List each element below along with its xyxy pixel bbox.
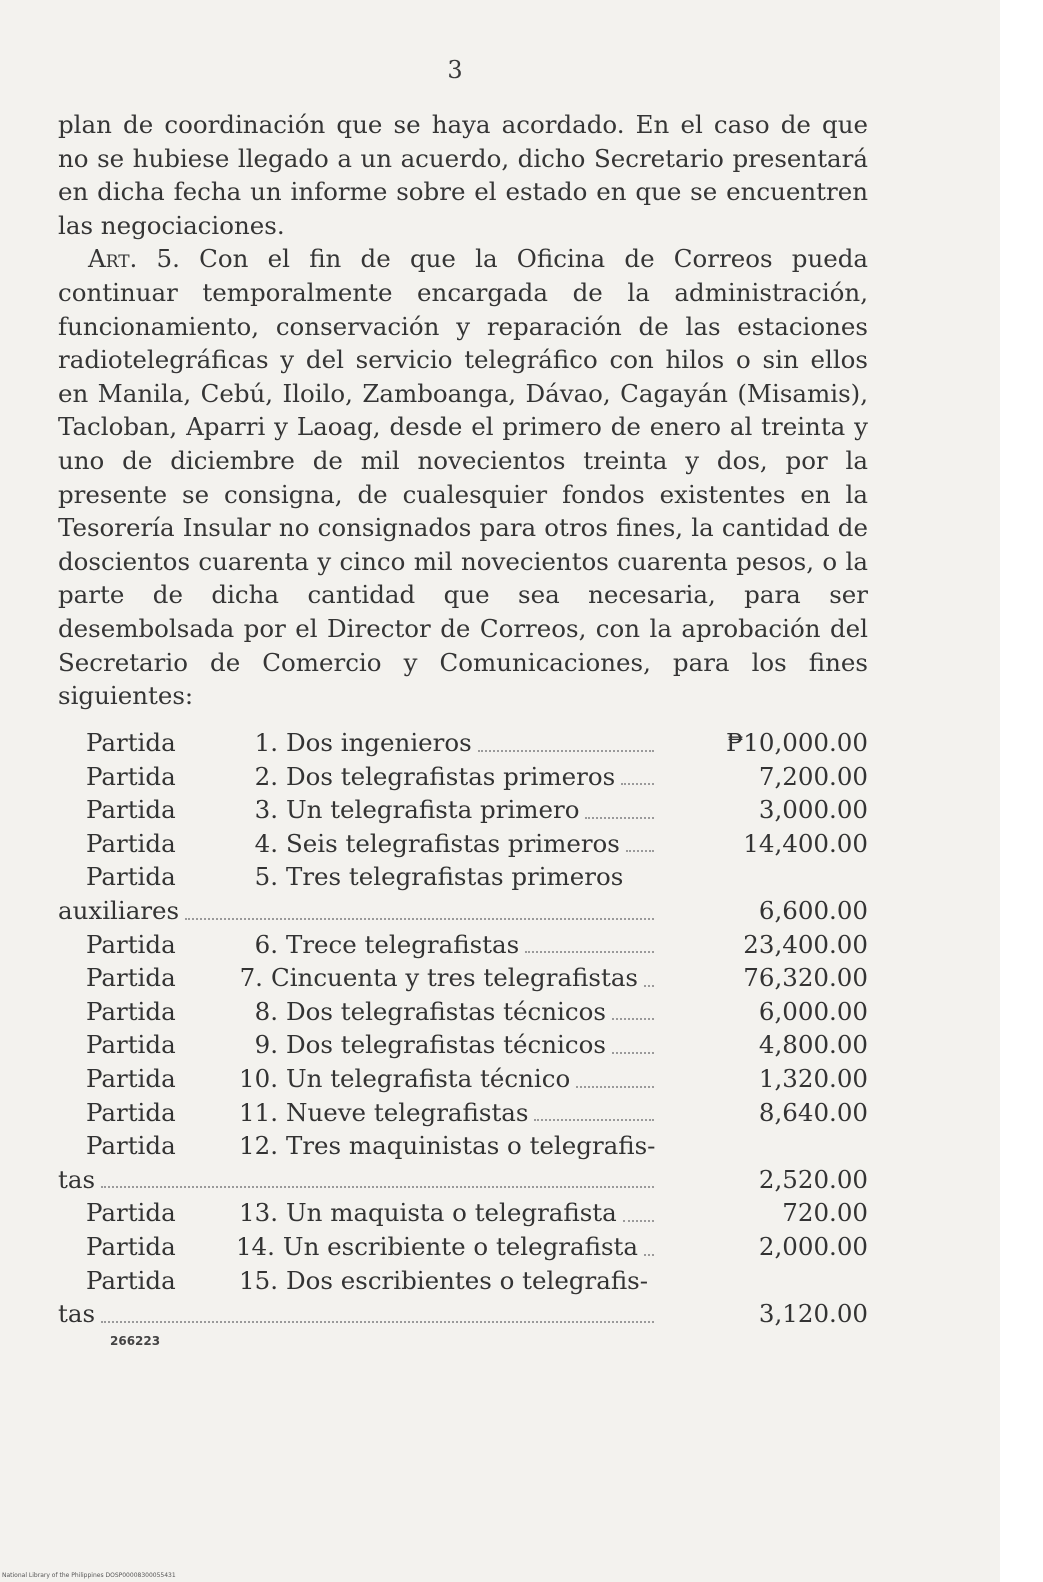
paragraph-1: plan de coordinación que se haya acordado. En el caso de que no se hubiese llegado a un acuerdo, dicho Secretario presentará en dicha fecha un informe sobre el estado en que se encuentren las negociaciones. [58, 110, 868, 240]
item-number: 10. [239, 1063, 278, 1093]
item-text: Dos escribientes o telegrafis- [286, 1265, 649, 1295]
item-label: Partida [86, 1198, 176, 1228]
item-number: 7. [239, 963, 263, 993]
item-amount: 2,520.00 [758, 1164, 868, 1194]
item-amount: 8,640.00 [758, 1097, 868, 1127]
item-text: Dos telegrafistas técnicos [286, 1030, 606, 1060]
item-text: Trece telegrafistas [286, 929, 520, 959]
item-label: Partida [86, 728, 176, 757]
list-item [58, 961, 868, 995]
item-description [58, 1028, 658, 1062]
item-description [58, 760, 658, 794]
item-amount: 6,600.00 [758, 895, 868, 925]
list-item [58, 1028, 868, 1062]
item-description [58, 894, 658, 928]
paragraph-2 [58, 242, 868, 712]
leader-dots [621, 783, 654, 785]
item-label: Partida [86, 929, 176, 959]
item-label: Partida [86, 1265, 176, 1295]
item-text: Un escribiente o telegrafista [282, 1231, 638, 1261]
item-label: Partida [86, 1231, 176, 1261]
item-amount: 6,000.00 [758, 996, 868, 1026]
item-amount: 3,120.00 [758, 1299, 868, 1329]
item-number: 9. [254, 1030, 278, 1060]
list-item [58, 1264, 868, 1298]
list-item [58, 760, 868, 794]
list-item [58, 860, 868, 894]
item-amount: 4,800.00 [758, 1030, 868, 1060]
item-amount: 3,000.00 [758, 795, 868, 825]
item-description [58, 1196, 658, 1230]
page-number: 3 [447, 56, 463, 84]
item-text: Tres maquinistas o telegrafis- [286, 1131, 656, 1161]
leader-dots [576, 1086, 654, 1088]
item-amount: 2,000.00 [758, 1231, 868, 1261]
article-label: Art. 5. [88, 244, 180, 274]
item-amount: 1,320.00 [758, 1063, 868, 1093]
leader-dots [478, 750, 654, 752]
leader-dots [534, 1119, 654, 1121]
item-description [58, 860, 658, 894]
item-text: Un maquista o telegrafista [286, 1198, 617, 1228]
item-number: 8. [254, 996, 278, 1026]
item-number: 1. [254, 728, 278, 757]
item-number: 3. [254, 795, 278, 825]
leader-dots [585, 817, 654, 819]
item-label: Partida [86, 963, 176, 993]
list-item [58, 1196, 868, 1230]
list-item [58, 1230, 868, 1264]
leader-dots [612, 1018, 654, 1020]
item-number: 2. [254, 761, 278, 791]
body-text [58, 108, 868, 713]
list-item [58, 1129, 868, 1163]
item-amount: 14,400.00 [743, 828, 868, 858]
item-amount: ₱10,000.00 [726, 728, 868, 757]
item-text-continuation: auxiliares [58, 895, 180, 925]
appropriation-list [58, 726, 868, 1331]
leader-dots [525, 951, 654, 953]
paragraph-2-text: Con el fin de que la Oficina de Correos pueda continuar temporalmente encargada de la administración, funcionamiento, conservación y reparación de las estaciones radiotelegráficas y del servicio telegráfico con hilos o sin ellos en Manila, Cebú, Iloilo, Zamboanga, Dávao, Cagayán (Misamis), Tacloban, Aparri y Laoag, desde el primero de enero al treinta y uno de diciembre de mil novecientos treinta y dos, por la presente se consigna, de cualesquier fondos existentes en la Tesorería Insular no consignados para otros fines, la cantidad de doscientos cuarenta y cinco mil novecientos cuarenta pesos, o la parte de dicha cantidad que sea necesaria, para ser desembolsada por el Director de Correos, con la aprobación del Secretario de Comercio y Comunicaciones, para los fines siguientes: [58, 244, 869, 711]
list-item [58, 827, 868, 861]
item-text-continuation: tas [58, 1299, 96, 1329]
item-number: 14. [235, 1231, 275, 1261]
item-description [58, 961, 658, 995]
item-label: Partida [86, 862, 176, 892]
item-description [58, 827, 658, 861]
list-item-continuation [58, 1297, 868, 1331]
leader-dots [101, 1186, 654, 1188]
item-amount: 7,200.00 [758, 761, 868, 791]
leader-dots [644, 985, 654, 987]
footer-code: 266223 [110, 1334, 161, 1348]
item-description [58, 1062, 658, 1096]
item-description [58, 1163, 658, 1197]
list-item [58, 726, 868, 760]
item-text: Dos telegrafistas primeros [286, 761, 616, 791]
leader-dots [612, 1052, 654, 1054]
item-label: Partida [86, 828, 176, 858]
item-description [58, 726, 658, 760]
item-amount: 720.00 [782, 1198, 868, 1228]
scan-margin [1000, 0, 1043, 1582]
item-text-continuation: tas [58, 1164, 96, 1194]
item-text: Un telegrafista técnico [286, 1063, 571, 1093]
item-amount: 23,400.00 [743, 929, 868, 959]
item-description [58, 1230, 658, 1264]
item-amount: 76,320.00 [743, 963, 868, 993]
item-number: 15. [239, 1265, 278, 1295]
item-description [58, 928, 658, 962]
list-item-continuation [58, 894, 868, 928]
leader-dots [644, 1254, 654, 1256]
list-item [58, 1096, 868, 1130]
item-number: 13. [239, 1198, 278, 1228]
item-text: Tres telegrafistas primeros [286, 862, 624, 892]
item-text: Seis telegrafistas primeros [286, 828, 620, 858]
list-item-continuation [58, 1163, 868, 1197]
item-number: 5. [254, 862, 278, 892]
leader-dots [623, 1220, 654, 1222]
item-number: 11. [239, 1097, 278, 1127]
item-number: 12. [239, 1131, 278, 1161]
archive-note: National Library of the Philippines DOSP00008300055431 [2, 1572, 176, 1579]
item-description [58, 1096, 658, 1130]
item-label: Partida [86, 1063, 176, 1093]
item-description [58, 793, 658, 827]
item-label: Partida [86, 996, 176, 1026]
item-description [58, 995, 658, 1029]
list-item [58, 995, 868, 1029]
item-number: 4. [254, 828, 278, 858]
item-text: Dos ingenieros [286, 728, 472, 757]
item-label: Partida [86, 795, 176, 825]
list-item [58, 793, 868, 827]
item-text: Cincuenta y tres telegrafistas [270, 963, 638, 993]
item-text: Dos telegrafistas técnicos [286, 996, 606, 1026]
item-label: Partida [86, 1097, 176, 1127]
item-description [58, 1264, 658, 1298]
leader-dots [185, 918, 654, 920]
item-label: Partida [86, 1030, 176, 1060]
item-label: Partida [86, 761, 176, 791]
item-description [58, 1129, 658, 1163]
list-item [58, 928, 868, 962]
leader-dots [101, 1321, 654, 1323]
item-text: Nueve telegrafistas [286, 1097, 529, 1127]
item-text: Un telegrafista primero [286, 795, 580, 825]
item-label: Partida [86, 1131, 176, 1161]
item-number: 6. [254, 929, 278, 959]
list-item [58, 1062, 868, 1096]
item-description [58, 1297, 658, 1331]
leader-dots [626, 850, 654, 852]
